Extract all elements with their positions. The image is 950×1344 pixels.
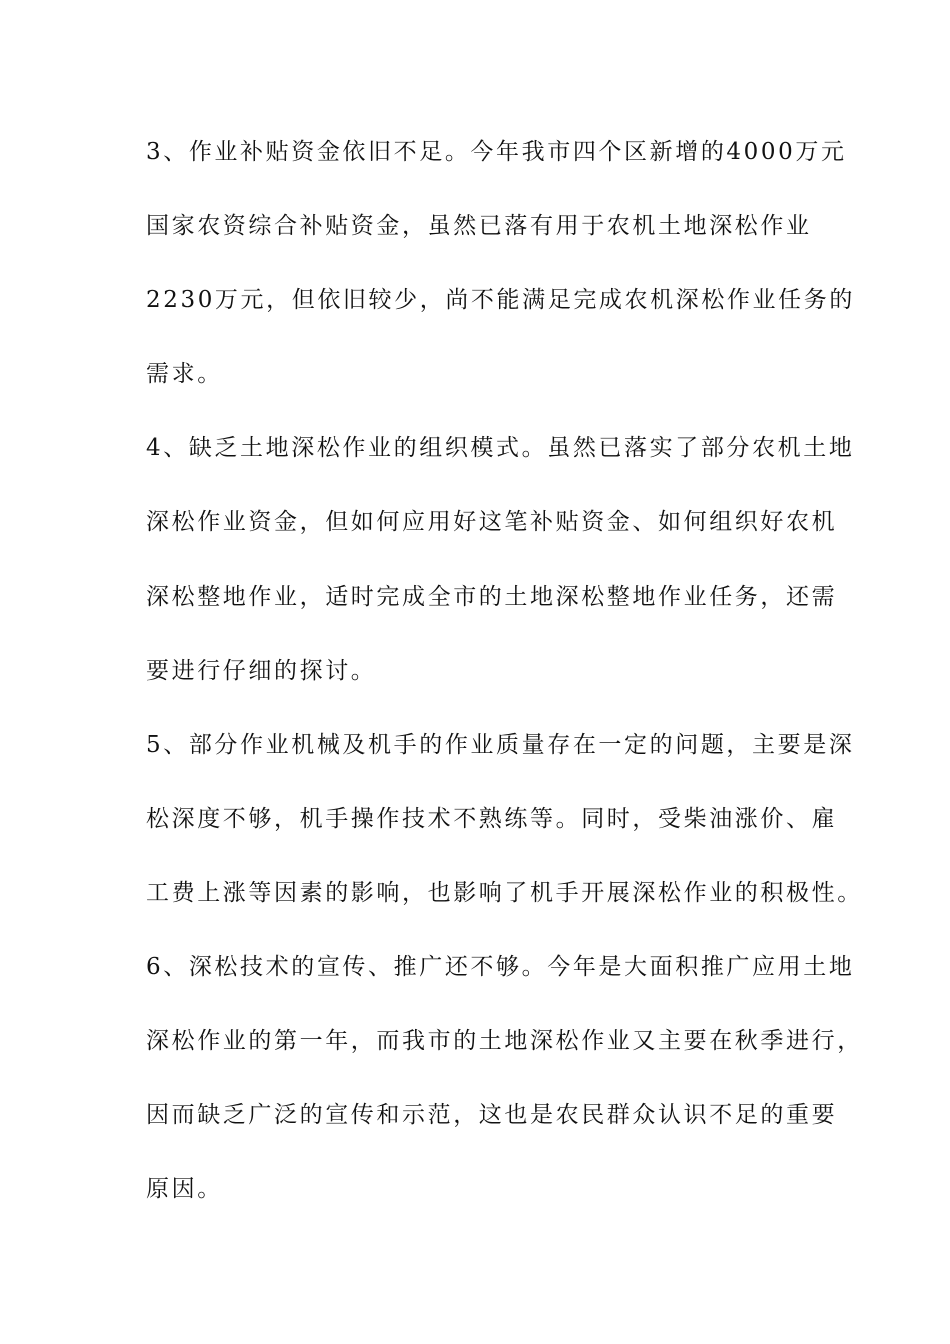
text-line: 4、缺乏土地深松作业的组织模式。虽然已落实了部分农机土地 (146, 435, 855, 462)
text-line: 因而缺乏广泛的宣传和示范，这也是农民群众认识不足的重要 (146, 1102, 838, 1129)
body-text (146, 128, 863, 1239)
text-line: 6、深松技术的宣传、推广还不够。今年是大面积推广应用土地 (146, 954, 855, 981)
text-line: 2230万元，但依旧较少，尚不能满足完成农机深松作业任务的 (146, 287, 855, 314)
text-line: 要进行仔细的探讨。 (146, 657, 377, 684)
text-line: 深松作业的第一年，而我市的土地深松作业又主要在秋季进行， (146, 1028, 863, 1055)
text-line: 深松整地作业，适时完成全市的土地深松整地作业任务，还需 (146, 583, 838, 610)
text-line: 国家农资综合补贴资金，虽然已落有用于农机土地深松作业 (146, 213, 812, 240)
text-line: 需求。 (146, 361, 223, 388)
text-line: 5、部分作业机械及机手的作业质量存在一定的问题，主要是深 (146, 731, 855, 758)
text-line: 3、作业补贴资金依旧不足。今年我市四个区新增的4000万元 (146, 139, 847, 165)
text-line: 深松作业资金，但如何应用好这笔补贴资金、如何组织好农机 (146, 509, 838, 536)
text-line: 原因。 (146, 1176, 223, 1203)
text-line: 工费上涨等因素的影响，也影响了机手开展深松作业的积极性。 (146, 879, 863, 906)
text-line: 松深度不够，机手操作技术不熟练等。同时，受柴油涨价、雇 (146, 805, 838, 832)
